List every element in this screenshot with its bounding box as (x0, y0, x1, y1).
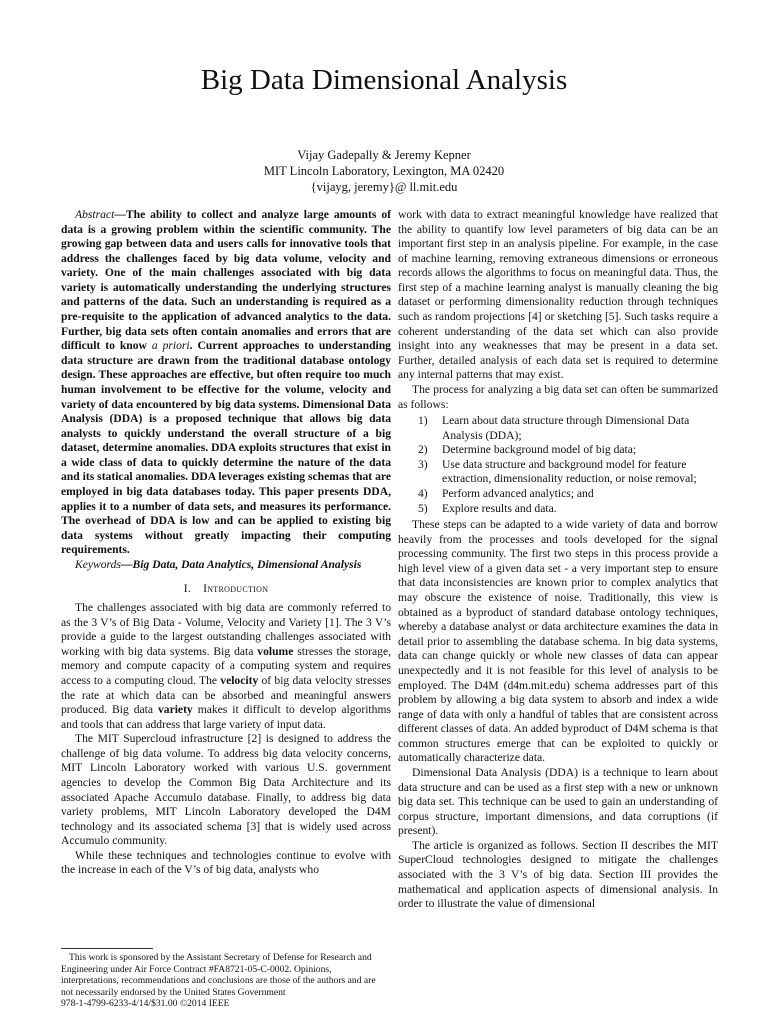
abstract-apriori: a priori (151, 339, 190, 353)
analysis-steps-list (398, 414, 718, 516)
keyword-velocity: velocity (220, 673, 259, 687)
list-item (398, 458, 718, 487)
intro-paragraph-2: The MIT Supercloud infrastructure [2] is designed to address the challenge of big data volume. To address big data velocity concerns, MIT Lincoln Laboratory worked with various U.S. government agencies to develop the Common Big Data Architecture and its associated Apache Accumulo database. Finally, to address big data variety problems, MIT Lincoln Laboratory developed the D4M technology and its associated schema [3] that is widely used across Accumulo community. (61, 732, 391, 848)
list-item-number: 4) (418, 486, 428, 500)
list-item-text: Explore results and data. (442, 501, 557, 515)
right-paragraph-2: The process for analyzing a big data set can often be summarized as follows: (398, 382, 718, 411)
intro-p1-text-c: of big data velocity stresses the rate at which data can be absorbed and meaningful answers produced. Big data (61, 673, 391, 717)
affiliation: MIT Lincoln Laboratory, Lexington, MA 02420 (263, 164, 505, 178)
paper-title: Big Data Dimensional Analysis (200, 64, 568, 96)
author-email: {vijayg, jeremy}@ ll.mit.edu (310, 180, 458, 194)
abstract (61, 208, 391, 558)
intro-paragraph-1 (61, 601, 391, 732)
list-item (398, 414, 718, 443)
list-item (398, 502, 718, 517)
section-number: I. (183, 582, 192, 596)
author-block (0, 147, 768, 195)
footnote (61, 948, 381, 1010)
list-item-text: Determine background model of big data; (442, 443, 637, 457)
footnote-rule (61, 948, 153, 949)
section-heading-introduction (61, 582, 391, 597)
list-item-number: 2) (418, 443, 428, 457)
keywords-text: —Big Data, Data Analytics, Dimensional Analysis (120, 557, 362, 571)
right-paragraph-4: Dimensional Data Analysis (DDA) is a technique to learn about data structure and can be used as a first step with a new or unknown big data set. This technique can be used to gain an understanding of corpus structure, important dimensions, and data corruptions (if present). (398, 765, 718, 838)
list-item (398, 443, 718, 458)
list-item-text: Use data structure and background model for feature extraction, dimensionality reduction, or noise removal; (442, 457, 697, 486)
intro-p1-text-d: makes it difficult to develop algorithms and tools that can address that large variety of input data. (61, 703, 391, 731)
keywords (61, 558, 391, 573)
list-item-number: 3) (418, 457, 428, 471)
intro-p1-text-b: stresses the storage, memory and compute capacity of a computing system and requires access to a computing cloud. The (61, 644, 391, 687)
keyword-volume: volume (257, 644, 294, 658)
footnote-isbn: 978-1-4799-6233-4/14/$31.00 ©2014 IEEE (61, 998, 230, 1010)
list-item-number: 5) (418, 501, 428, 515)
intro-paragraph-3: While these techniques and technologies continue to evolve with the increase in each of the V’s of big data, analysts who (61, 848, 391, 877)
abstract-text-2: . Current approaches to understanding data structure are drawn from the traditional database ontology design. These approaches are effective, but often require too much human involvement to be effective for the volume, velocity and variety of data encountered by big data systems. Dimensional Data Analysis (DDA) is a proposed technique that allows big data analysts to quickly understand the overall structure of a big dataset, determine anomalies. DDA exploits structures that exist in a wide class of data to quickly determine the nature of the data and its statical anomalies. DDA leverages existing schemas that are employed in big data databases today. This paper presents DDA, applies it to a number of data sets, and measures its performance. The overhead of DDA is low and can be applied to existing big data systems without greatly impacting their computing requirements. (61, 339, 391, 557)
list-item-text: Perform advanced analytics; and (442, 486, 594, 500)
section-title: Introduction (203, 582, 269, 596)
list-item (398, 487, 718, 502)
intro-p1-text-a: The challenges associated with big data are commonly referred to as the 3 V’s of Big Data - Volume, Velocity and Variety [1]. The 3 V’s provide a guide to the largest outstanding challenges associated with working with big data systems. Big data (61, 601, 391, 658)
abstract-label: Abstract (75, 208, 115, 221)
list-item-number: 1) (418, 414, 428, 428)
right-paragraph-1: work with data to extract meaningful knowledge have realized that the ability to quantify low level parameters of big data can be an important first step in an analysis pipeline. For example, in the case of machine learning, removing extraneous dimensions or erroneous records allows the algorithms to focus on meaningful data. Thus, the first step of a machine learning analyst is manually cleaning the big dataset or performing dimensionality reduction through techniques such as random projections [4] or sketching [5]. Such tasks require a coherent understanding of the data set which can also provide insight into any weaknesses that may be present in a data set. Further, detailed analysis of each data set is required to determine any internal patterns that may exist. (398, 208, 718, 382)
authors: Vijay Gadepally & Jeremy Kepner (297, 148, 471, 162)
right-column (398, 208, 718, 912)
abstract-text-1: —The ability to collect and analyze large amounts of data is a growing problem within the scientific community. The growing gap between data and users calls for innovative tools that address the challenges faced by big data volume, velocity and variety. One of the main challenges associated with big data variety is automatically understanding the underlying structures and patterns of the data. Such an understanding is required as a pre-requisite to the application of advanced analytics to the data. Further, big data sets often contain anomalies and errors that are difficult to know (61, 208, 391, 353)
keyword-variety: variety (157, 703, 193, 717)
right-paragraph-3: These steps can be adapted to a wide variety of data and borrow heavily from the processes and tools developed for the signal processing community. The first two steps in this process provide a high level view of a given data set - a very important step to ensure that data inconsistencies are known prior to complex analytics that may obscure the existence of noise. Traditionally, this view is obtained as a byproduct of standard database ontology techniques, whereby a database analyst or data architecture examines the data in detail prior to assembling the database schema. In big data systems, data can change quickly or whole new classes of data can appear unexpectedly and it is not feasible for this level of analysis to be employed. The D4M (d4m.mit.edu) schema addresses part of this problem by allowing a big data system to absorb and index a wide range of data with only a handful of tables that are consistent across different classes of data. An added byproduct of D4M schema is that common structures emerge that can be exploited to quickly or automatically characterize data. (398, 518, 718, 765)
left-column (61, 208, 391, 878)
list-item-text: Learn about data structure through Dimensional Data Analysis (DDA); (442, 414, 690, 442)
keywords-label: Keywords (75, 557, 121, 571)
right-paragraph-5: The article is organized as follows. Section II describes the MIT SuperCloud technologies designed to mitigate the challenges associated with the 3 V’s of big data. Section III provides the mathematical and application aspects of dimensional analysis. In order to illustrate the value of dimensional (398, 838, 718, 911)
footnote-text: This work is sponsored by the Assistant Secretary of Defense for Research and Engineering under Air Force Contract #FA8721-05-C-0002. Opinions, interpretations, recommendations and conclusions are those of the authors and are not necessarily endorsed by the United States Government (61, 952, 376, 998)
